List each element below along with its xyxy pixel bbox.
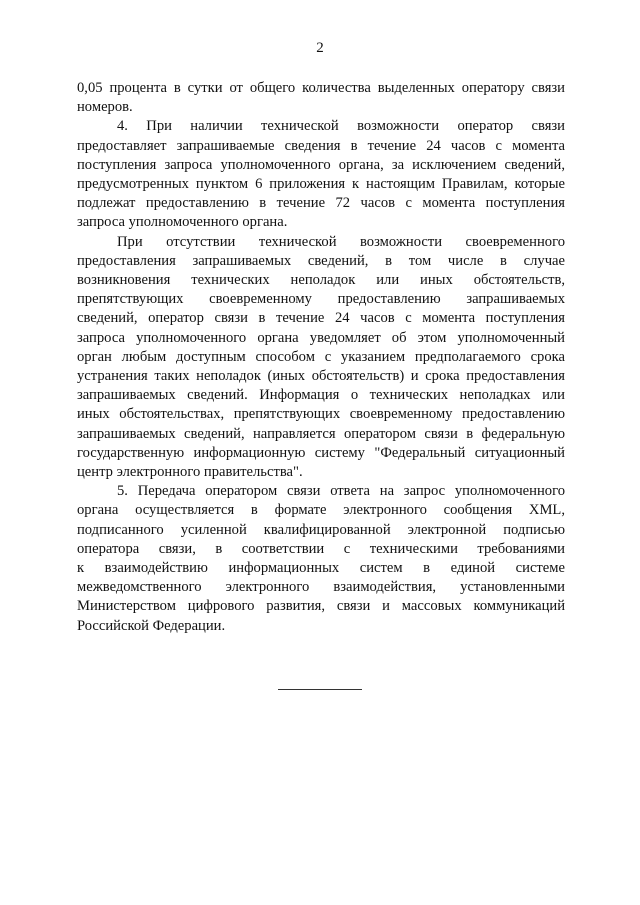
text-line: подписанного усиленной квалифицированной электронной подписью xyxy=(77,521,565,538)
text-line: центр электронного правительства". xyxy=(77,464,303,481)
text-line: предоставляет запрашиваемые сведения в течение 24 часов с момента xyxy=(77,137,565,154)
text-line: запроса уполномоченного органа. xyxy=(77,214,288,231)
text-line: Российской Федерации. xyxy=(77,617,226,634)
text-line: иных обстоятельствах, препятствующих своевременному предоставлению xyxy=(77,406,565,423)
paragraph-continuation xyxy=(77,79,565,117)
end-of-document-rule xyxy=(278,689,362,690)
text-line: 0,05 процента в сутки от общего количества выделенных оператору связи xyxy=(77,80,565,96)
text-line: запрашиваемых сведений. Информация о технических неполадках или xyxy=(77,387,565,404)
text-line: предусмотренных пунктом 6 приложения к настоящим Правилам, которые xyxy=(77,176,565,193)
text-line: препятствующих своевременному предоставлению запрашиваемых xyxy=(77,291,565,308)
page-number: 2 xyxy=(316,40,324,56)
text-line: 4. При наличии технической возможности оператор связи xyxy=(117,118,565,135)
document-body xyxy=(77,79,565,636)
text-line: номеров. xyxy=(77,99,133,116)
text-line: устранения таких неполадок (иных обстоятельств) и срока предоставления xyxy=(77,368,565,385)
text-line: запроса уполномоченного органа уведомляет об этом уполномоченный xyxy=(77,329,565,346)
text-line: Министерством цифрового развития, связи и массовых коммуникаций xyxy=(77,598,565,615)
text-line: При отсутствии технической возможности своевременного xyxy=(117,233,565,250)
text-line: запрашиваемых сведений, направляется оператором связи в федеральную xyxy=(77,425,565,442)
text-line: поступления запроса уполномоченного органа, за исключением сведений, xyxy=(77,156,565,173)
paragraph-item-4 xyxy=(77,117,565,232)
text-line: предоставления запрашиваемых сведений, в том числе в случае xyxy=(77,252,565,269)
text-line: органа осуществляется в формате электронного сообщения XML, xyxy=(77,502,565,519)
text-line: подлежат предоставлению в течение 72 часов с момента поступления xyxy=(77,195,565,212)
text-line: государственную информационную систему "Федеральный ситуационный xyxy=(77,444,565,461)
paragraph-item-5 xyxy=(77,482,565,636)
text-line: межведомственного электронного взаимодействия, установленными xyxy=(77,579,565,596)
text-line: возникновения технических неполадок или иных обстоятельств, xyxy=(77,272,565,289)
text-line: оператора связи, в соответствии с техническими требованиями xyxy=(77,540,565,557)
text-line: к взаимодействию информационных систем в единой системе xyxy=(77,560,565,577)
text-line: орган любым доступным способом с указанием предполагаемого срока xyxy=(77,348,565,365)
text-line: 5. Передача оператором связи ответа на запрос уполномоченного xyxy=(117,483,565,500)
paragraph-no-technical-capability xyxy=(77,233,565,483)
text-line: сведений, оператор связи в течение 24 часов с момента поступления xyxy=(77,310,565,327)
